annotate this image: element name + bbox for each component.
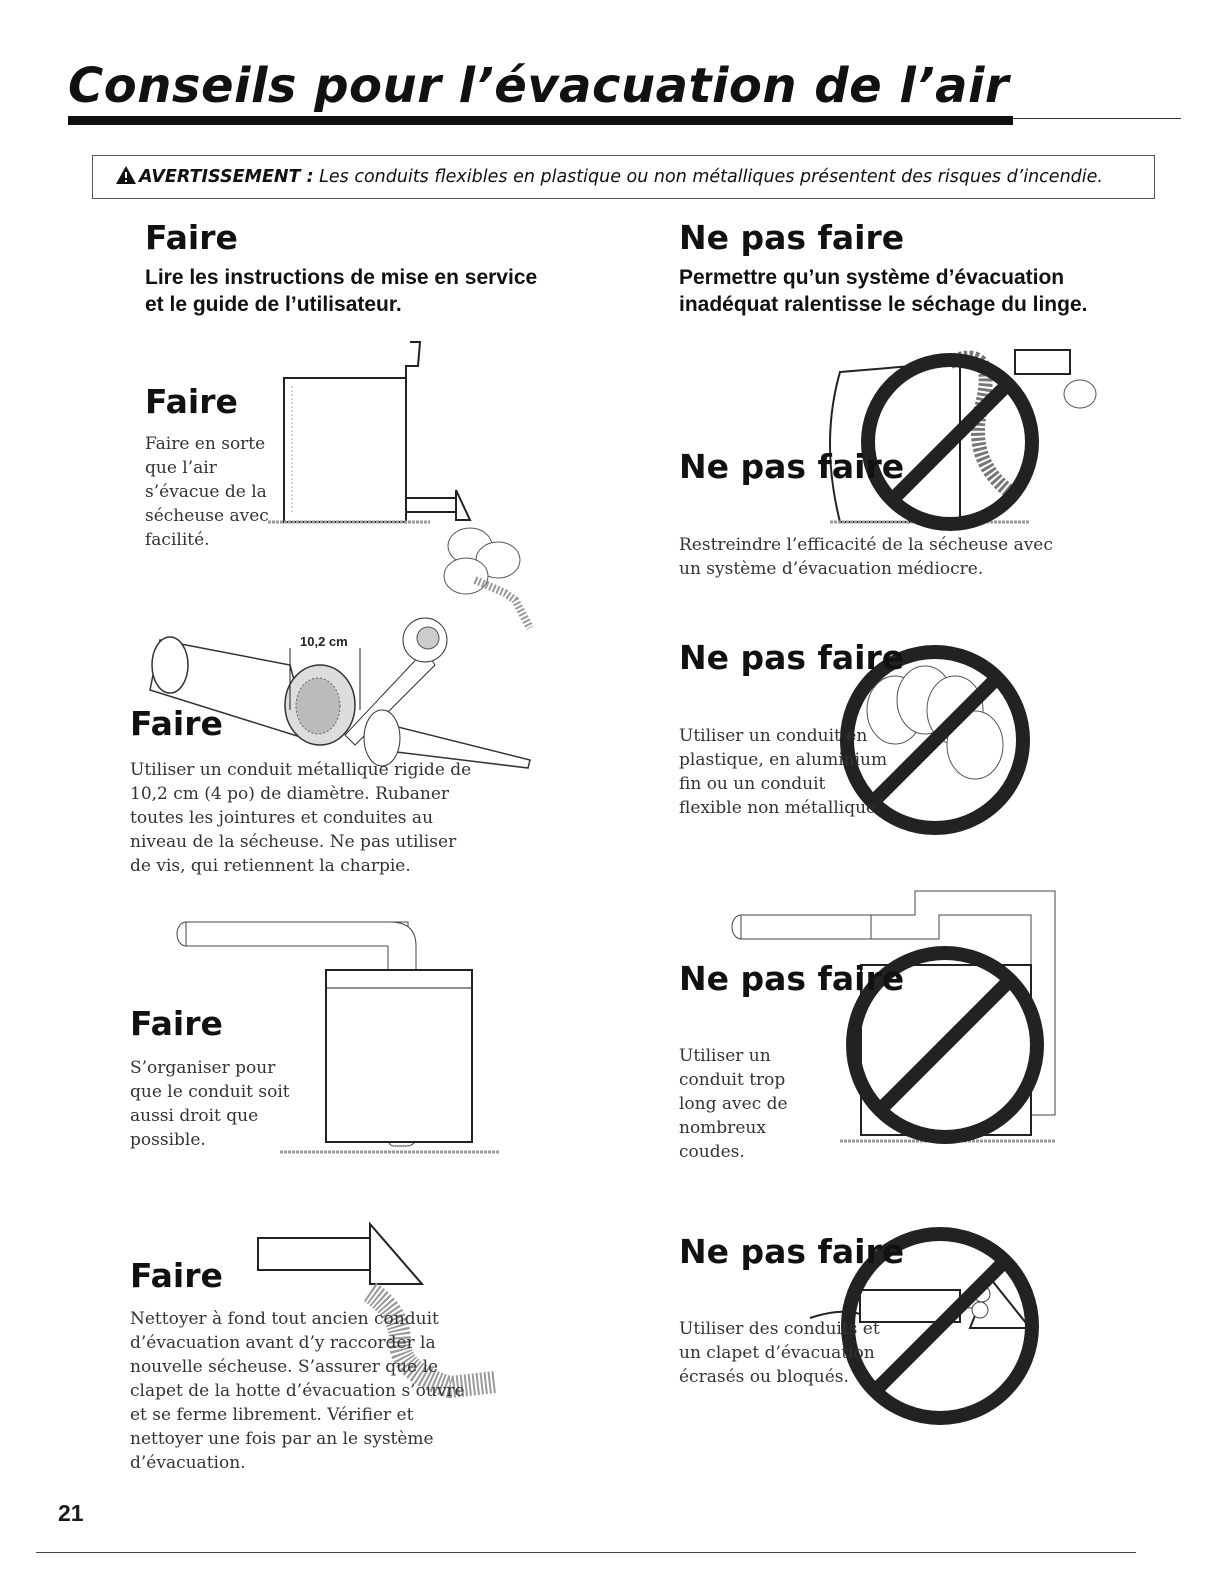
rigid-metal-duct-illustration xyxy=(130,620,550,780)
dont-item-4-text: Utiliser des conduits et un clapet d’évacuation écrasés ou bloqués. xyxy=(679,1319,880,1387)
do-column-heading: Faire xyxy=(145,218,238,257)
title-rule-extension xyxy=(1013,118,1181,119)
warning-triangle-icon xyxy=(115,165,137,185)
dont-column-heading: Ne pas faire xyxy=(679,218,905,257)
dont-item-2-heading: Ne pas faire xyxy=(679,638,905,677)
do-item-3-heading: Faire xyxy=(130,1004,223,1043)
do-item-2-text: Utiliser un conduit métallique rigide de 10,2 cm (4 po) de diamètre. Rubaner toutes les jointures et conduites au niveau de la sécheuse. Ne pas utiliser de vis, qui retiennent la charpie. xyxy=(130,760,472,876)
dont-item-3-text: Utiliser un conduit trop long avec de nombreux coudes. xyxy=(679,1046,788,1162)
do-column-intro: Lire les instructions de mise en service et le guide de l’utilisateur. xyxy=(145,266,538,316)
do-item-4-text: Nettoyer à fond tout ancien conduit d’évacuation avant d’y raccorder la nouvelle sécheuse. S’assurer que le clapet de la hotte d’évacuation s’ouvre et se ferme librement. Vérifier et nettoyer une fois par an le système d’évacuation. xyxy=(130,1309,465,1473)
duct-diameter-label: 10,2 cm xyxy=(300,634,348,649)
do-item-1-heading: Faire xyxy=(145,382,238,421)
title-rule xyxy=(68,116,1013,125)
page-title: Conseils pour l’évacuation de l’air xyxy=(68,58,1010,114)
do-item-3-text: S’organiser pour que le conduit soit aussi droit que possible. xyxy=(130,1058,290,1150)
dryer-free-airflow-illustration xyxy=(270,338,570,628)
dont-item-1-heading: Ne pas faire xyxy=(679,447,905,486)
dont-column-intro: Permettre qu’un système d’évacuation inadéquat ralentisse le séchage du linge. xyxy=(679,266,1088,316)
do-item-1-text: Faire en sorte que l’air s’évacue de la sécheuse avec facilité. xyxy=(145,434,269,550)
dont-item-2-text: Utiliser un conduit en plastique, en aluminium fin ou un conduit flexible non métallique. xyxy=(679,726,888,818)
dont-item-4-heading: Ne pas faire xyxy=(679,1232,905,1271)
dont-item-1-text: Restreindre l’efficacité de la sécheuse avec un système d’évacuation médiocre. xyxy=(679,535,1053,579)
warning-banner xyxy=(92,155,1155,199)
bottom-rule xyxy=(36,1552,1136,1553)
page-number: 21 xyxy=(58,1500,84,1526)
do-item-2-heading: Faire xyxy=(130,704,223,743)
dont-item-3-heading: Ne pas faire xyxy=(679,959,905,998)
warning-label: AVERTISSEMENT : xyxy=(139,167,314,187)
do-item-4-heading: Faire xyxy=(130,1256,223,1295)
poor-exhaust-illustration xyxy=(800,322,1100,532)
warning-text: Les conduits flexibles en plastique ou non métalliques présentent des risques d’incendie. xyxy=(313,167,1103,187)
